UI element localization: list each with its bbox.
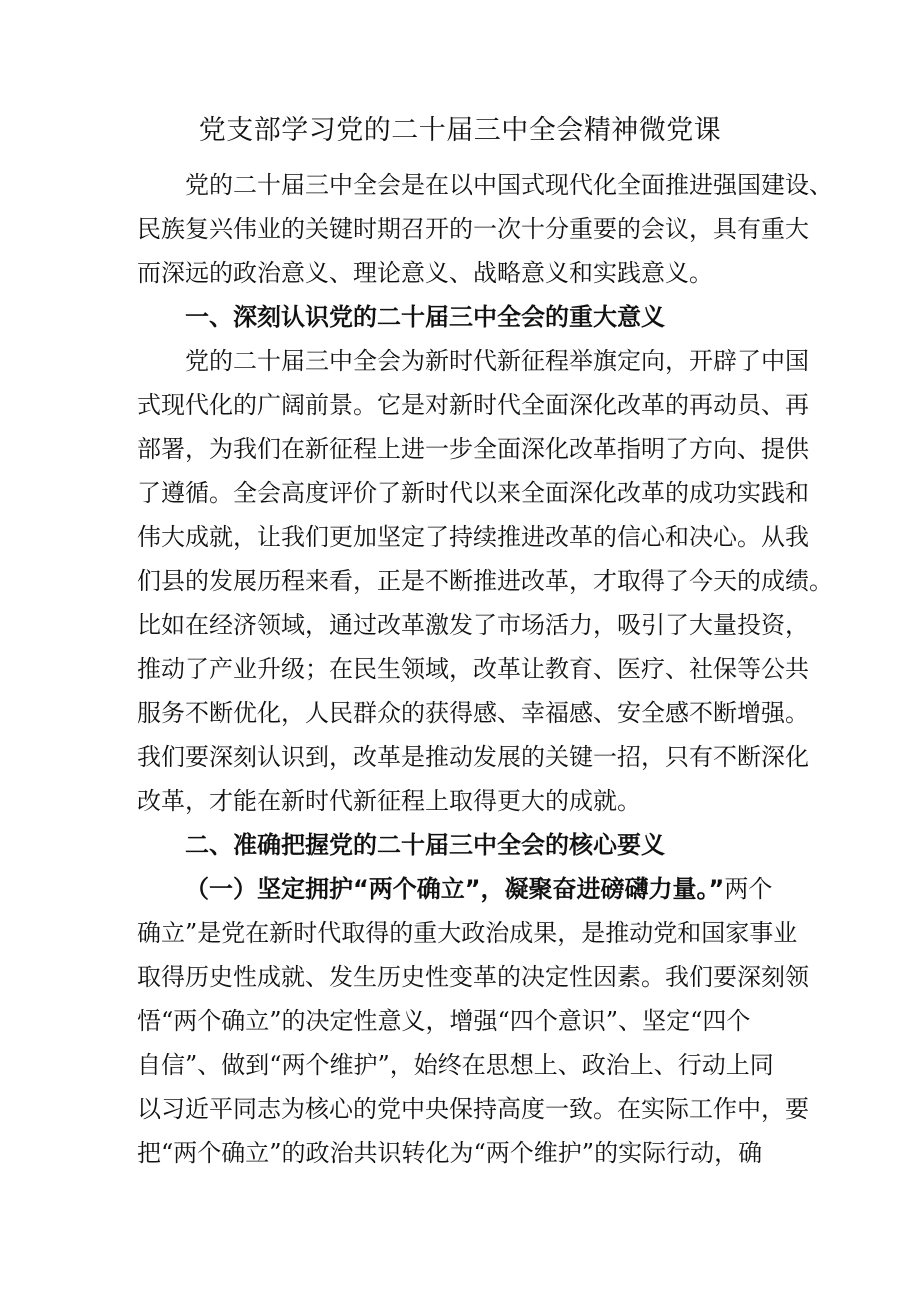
section2-sub1-tail: 两个 (724, 875, 773, 903)
section2-line-5: 以习近平同志为核心的党中央保持高度一致。在实际工作中，要 (137, 1095, 809, 1123)
section1-line-9: 服务不断优化，人民群众的获得感、幸福感、安全感不断增强。 (137, 699, 809, 727)
section1-line-8: 推动了产业升级；在民生领域，改革让教育、医疗、社保等公共 (137, 655, 809, 683)
document-title: 党支部学习党的二十届三中全会精神微党课 (198, 115, 722, 146)
section2-line-4: 自信”、做到“两个维护”，始终在思想上、政治上、行动上同 (137, 1051, 774, 1079)
section2-line-3: 悟“两个确立”的决定性意义，增强“四个意识”、坚定“四个 (137, 1007, 751, 1035)
section1-line-5: 伟大成就，让我们更加坚定了持续推进改革的信心和决心。从我 (137, 523, 809, 551)
intro-line-2: 民族复兴伟业的关键时期召开的一次十分重要的会议，具有重大 (137, 215, 809, 243)
section1-heading: 一、深刻认识党的二十届三中全会的重大意义 (185, 303, 665, 331)
section1-line-7: 比如在经济领域，通过改革激发了市场活力，吸引了大量投资， (137, 611, 809, 639)
intro-line-1: 党的二十届三中全会是在以中国式现代化全面推进强国建设、 (185, 171, 833, 199)
section2-heading: 二、准确把握党的二十届三中全会的核心要义 (185, 831, 665, 859)
section1-line-6: 们县的发展历程来看，正是不断推进改革，才取得了今天的成绩。 (137, 567, 833, 595)
section2-line-6: 把“两个确立”的政治共识转化为“两个维护”的实际行动，确 (137, 1139, 763, 1167)
section2-line-1: 确立”是党在新时代取得的重大政治成果，是推动党和国家事业 (137, 919, 798, 947)
section1-line-1: 党的二十届三中全会为新时代新征程举旗定向，开辟了中国 (185, 347, 809, 375)
section1-line-4: 了遵循。全会高度评价了新时代以来全面深化改革的成功实践和 (137, 479, 809, 507)
section1-line-11: 改革，才能在新时代新征程上取得更大的成就。 (137, 787, 641, 815)
section1-line-3: 部署，为我们在新征程上进一步全面深化改革指明了方向、提供 (137, 435, 809, 463)
section1-line-2: 式现代化的广阔前景。它是对新时代全面深化改革的再动员、再 (137, 391, 809, 419)
section2-sub1-line (185, 873, 772, 905)
section2-sub1-heading: （一）坚定拥护“两个确立”，凝聚奋进磅礴力量。” (185, 875, 725, 903)
section2-line-2: 取得历史性成就、发生历史性变革的决定性因素。我们要深刻领 (137, 963, 809, 991)
section1-line-10: 我们要深刻认识到，改革是推动发展的关键一招，只有不断深化 (137, 743, 809, 771)
intro-line-3: 而深远的政治意义、理论意义、战略意义和实践意义。 (137, 259, 713, 287)
